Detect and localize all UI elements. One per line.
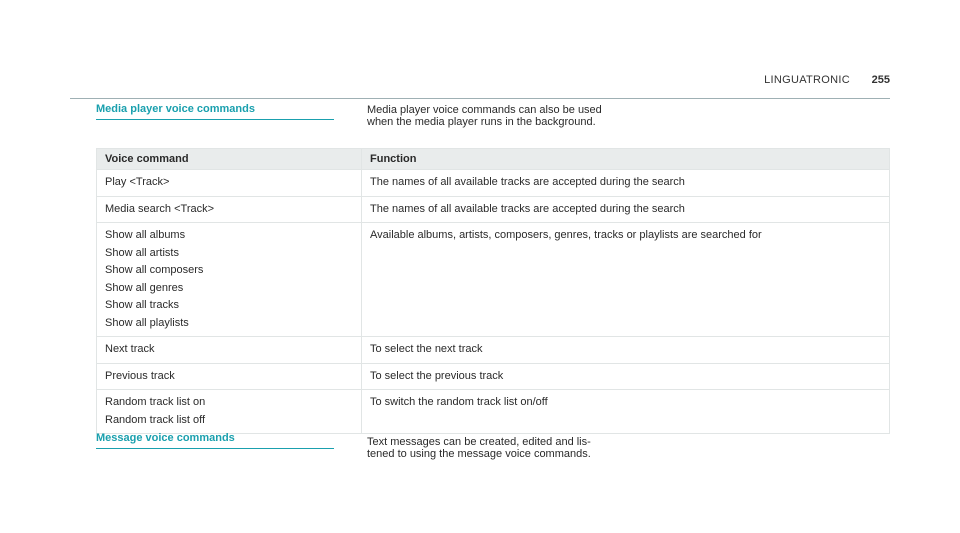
voice-command: Show all playlists [105, 316, 189, 329]
voice-command: Show all tracks [105, 299, 179, 311]
column-header-voice-command: Voice command [97, 149, 362, 170]
voice-command: Show all artists [105, 246, 179, 259]
function-cell: The names of all available tracks are accepted during the search [362, 196, 890, 223]
function-cell: To switch the random track list on/off [362, 390, 890, 434]
media-text-line: Media player voice commands can also be used [367, 104, 602, 116]
table-row [97, 223, 890, 337]
voice-command-cell [97, 196, 362, 223]
table-header-row [97, 149, 890, 170]
function-cell: The names of all available tracks are accepted during the search [362, 170, 890, 197]
media-section-heading: Media player voice commands [96, 103, 334, 120]
voice-command-cell [97, 390, 362, 434]
table-row [97, 170, 890, 197]
voice-command-table [96, 148, 890, 434]
voice-command: Next track [105, 343, 155, 355]
message-section-heading: Message voice commands [96, 432, 334, 449]
column-header-function: Function [362, 149, 890, 170]
table-row [97, 337, 890, 364]
function-cell: Available albums, artists, composers, genres, tracks or playlists are searched for [362, 223, 890, 337]
voice-command-cell [97, 337, 362, 364]
voice-command: Previous track [105, 369, 175, 382]
table-row [97, 390, 890, 434]
voice-command: Show all albums [105, 229, 186, 241]
voice-command: Random track list off [105, 413, 206, 426]
function-cell: To select the previous track [362, 363, 890, 390]
message-text-line: tened to using the message voice commands. [367, 448, 591, 460]
message-text-line: Text messages can be created, edited and lis- [367, 436, 591, 448]
function-cell: To select the next track [362, 337, 890, 364]
page-number: 255 [871, 74, 890, 86]
voice-command: Play <Track> [105, 176, 170, 188]
table-row [97, 196, 890, 223]
voice-command: Media search <Track> [105, 202, 215, 215]
voice-command: Show all genres [105, 281, 184, 294]
header-title: LINGUATRONIC [764, 74, 850, 86]
voice-command-cell [97, 363, 362, 390]
table-row [97, 363, 890, 390]
header-rule [70, 98, 890, 99]
voice-command: Show all composers [105, 264, 204, 276]
message-section-text [367, 436, 637, 460]
voice-command: Random track list on [105, 396, 206, 408]
media-text-line: when the media player runs in the background. [367, 116, 596, 128]
media-section-text [367, 104, 637, 128]
voice-command-cell [97, 223, 362, 337]
voice-command-cell [97, 170, 362, 197]
